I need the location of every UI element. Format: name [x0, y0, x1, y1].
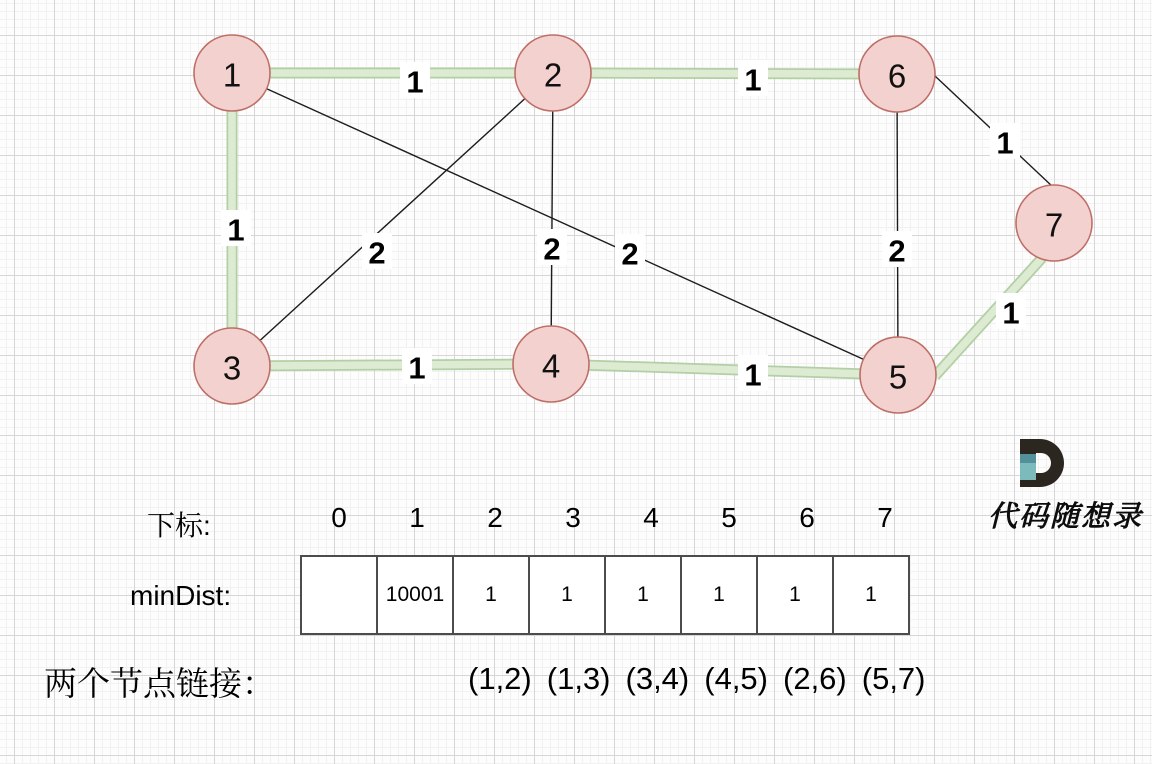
node-3-label: 3 — [222, 349, 242, 387]
graph-node-3 — [194, 328, 270, 404]
mindist-row-label: minDist: — [130, 580, 232, 611]
graph-node-5 — [860, 337, 936, 413]
linked-pair-1: (1,3) — [546, 661, 611, 696]
mindist-cell-7: 1 — [832, 555, 910, 635]
linked-pair-3: (4,5) — [704, 661, 768, 696]
index-value-4: 4 — [643, 502, 659, 533]
edge-2-6-highlighted — [553, 73, 897, 74]
graph-node-6 — [859, 36, 935, 112]
node-2-label: 2 — [543, 56, 563, 94]
graph-node-1 — [194, 35, 270, 111]
mindist-cell-4: 1 — [604, 555, 682, 635]
index-row-label: 下标: — [147, 510, 211, 541]
index-value-7: 7 — [877, 502, 893, 533]
graph-node-2 — [515, 35, 591, 111]
index-value-5: 5 — [721, 502, 737, 533]
linked-pair-5: (5,7) — [861, 661, 926, 696]
edge-2-3 — [232, 73, 553, 366]
index-values-row — [300, 502, 924, 534]
brand-watermark: 代码随想录 — [988, 499, 1144, 533]
black-edges — [232, 73, 1053, 375]
index-value-2: 2 — [487, 502, 503, 533]
weight-2-4: 2 — [543, 231, 561, 267]
linked-pairs-row — [468, 661, 926, 697]
node-1-label: 1 — [222, 56, 242, 94]
weight-4-5: 1 — [744, 357, 762, 393]
weight-2-3: 2 — [368, 235, 386, 271]
weight-2-6: 1 — [744, 62, 762, 98]
linked-pair-2: (3,4) — [625, 661, 690, 696]
weight-3-4: 1 — [408, 350, 426, 386]
node-5-label: 5 — [888, 358, 908, 396]
mindist-cell-0 — [300, 555, 378, 635]
node-6-label: 6 — [887, 57, 907, 95]
index-value-0: 0 — [331, 502, 347, 533]
index-value-3: 3 — [565, 502, 581, 533]
linked-pair-0: (1,2) — [468, 661, 532, 696]
linked-pair-4: (2,6) — [783, 661, 847, 696]
edge-3-4-highlighted — [232, 364, 551, 366]
edge-4-5-highlighted — [551, 364, 898, 375]
node-4-label: 4 — [541, 347, 561, 385]
mindist-cell-5: 1 — [680, 555, 758, 635]
index-value-1: 1 — [409, 502, 425, 533]
weight-1-5: 2 — [621, 236, 639, 272]
mindist-cell-6: 1 — [756, 555, 834, 635]
weight-1-3: 1 — [227, 212, 245, 248]
mindist-cell-3: 1 — [528, 555, 606, 635]
links-row-label: 两个节点链接： — [44, 665, 275, 702]
mindist-cell-2: 1 — [452, 555, 530, 635]
mindist-array — [300, 555, 910, 635]
weight-6-7: 1 — [996, 125, 1014, 161]
edge-6-5 — [897, 74, 898, 375]
node-7-label: 7 — [1044, 206, 1064, 244]
weight-1-2: 1 — [406, 64, 424, 100]
highlighted-edges — [232, 73, 1042, 376]
weight-6-5: 2 — [888, 233, 906, 269]
mindist-cell-1: 10001 — [376, 555, 454, 635]
graph-node-7 — [1016, 185, 1092, 261]
logo-d-icon — [1012, 432, 1076, 492]
weight-5-7: 1 — [1002, 295, 1020, 331]
graph-node-4 — [513, 326, 589, 402]
index-value-6: 6 — [799, 502, 815, 533]
